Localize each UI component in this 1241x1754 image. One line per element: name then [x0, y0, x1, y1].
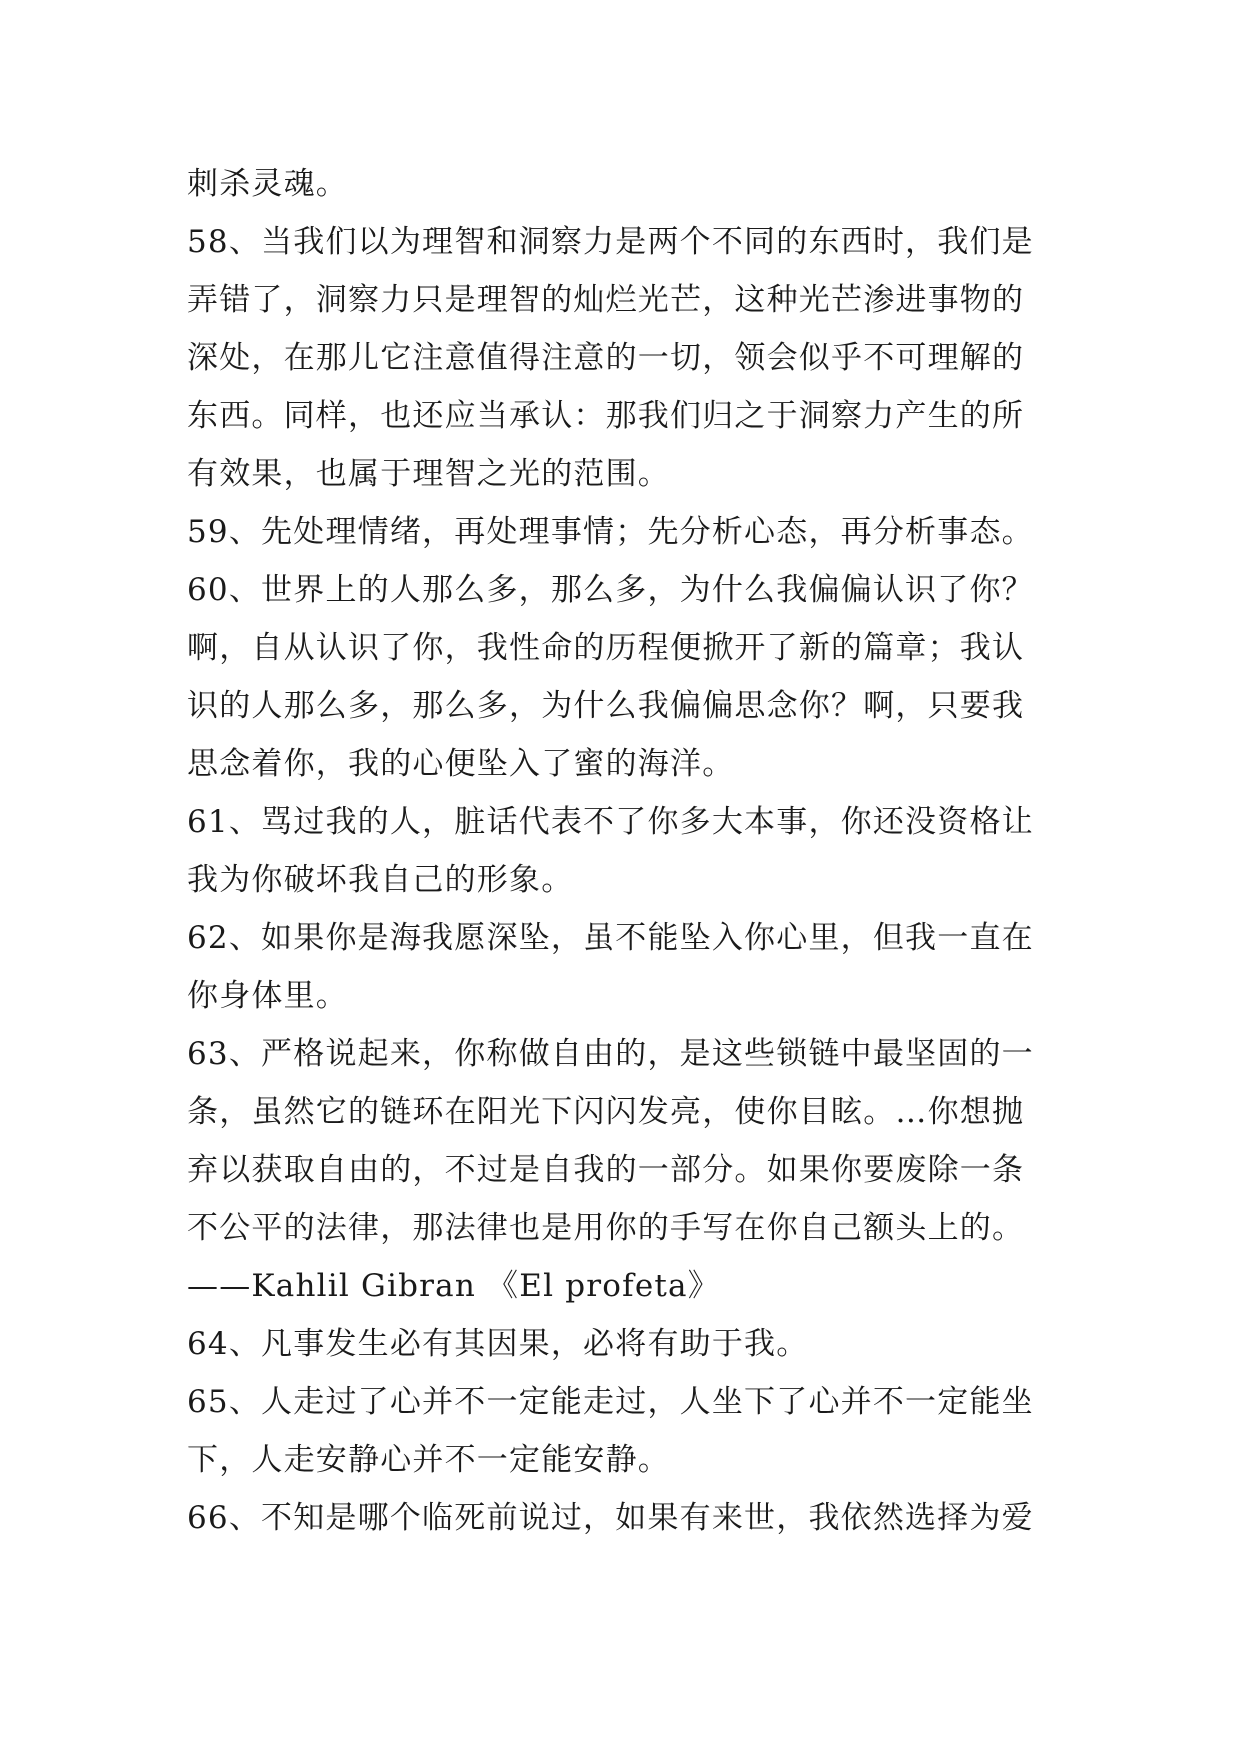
text-line: 有效果，也属于理智之光的范围。 [187, 456, 670, 492]
text-line: 弄错了，洞察力只是理智的灿烂光芒，这种光芒渗进事物的 [187, 282, 1025, 318]
text-line: 条，虽然它的链环在阳光下闪闪发亮，使你目眩。…你想抛 [187, 1094, 1025, 1130]
text-line: 62、如果你是海我愿深坠，虽不能坠入你心里，但我一直在 [187, 920, 1034, 956]
text-line: 东西。同样，也还应当承认：那我们归之于洞察力产生的所 [187, 398, 1025, 434]
text-line: 下，人走安静心并不一定能安静。 [187, 1442, 670, 1478]
text-line: 刺杀灵魂。 [187, 166, 348, 202]
text-line: 你身体里。 [187, 978, 348, 1014]
text-line: 59、先处理情绪，再处理事情；先分析心态，再分析事态。 [187, 514, 1034, 550]
text-line: 61、骂过我的人，脏话代表不了你多大本事，你还没资格让 [187, 804, 1034, 840]
text-line: 深处，在那儿它注意值得注意的一切，领会似乎不可理解的 [187, 340, 1025, 376]
document-body [187, 155, 1067, 1547]
text-line: 66、不知是哪个临死前说过，如果有来世，我依然选择为爱 [187, 1500, 1034, 1536]
attribution-line: ——Kahlil Gibran 《El profeta》 [187, 1268, 720, 1304]
text-line: 65、人走过了心并不一定能走过，人坐下了心并不一定能坐 [187, 1384, 1034, 1420]
text-line: 63、严格说起来，你称做自由的，是这些锁链中最坚固的一 [187, 1036, 1034, 1072]
text-line: 弃以获取自由的，不过是自我的一部分。如果你要废除一条 [187, 1152, 1025, 1188]
text-line: 60、世界上的人那么多，那么多，为什么我偏偏认识了你？ [187, 572, 1034, 608]
text-line: 啊，自从认识了你，我性命的历程便掀开了新的篇章；我认 [187, 630, 1025, 666]
text-line: 58、当我们以为理智和洞察力是两个不同的东西时，我们是 [187, 224, 1034, 260]
text-line: 识的人那么多，那么多，为什么我偏偏思念你？啊，只要我 [187, 688, 1025, 724]
text-line: 我为你破坏我自己的形象。 [187, 862, 574, 898]
text-line: 不公平的法律，那法律也是用你的手写在你自己额头上的。 [187, 1210, 1025, 1246]
text-line: 思念着你，我的心便坠入了蜜的海洋。 [187, 746, 735, 782]
text-line: 64、凡事发生必有其因果，必将有助于我。 [187, 1326, 809, 1362]
